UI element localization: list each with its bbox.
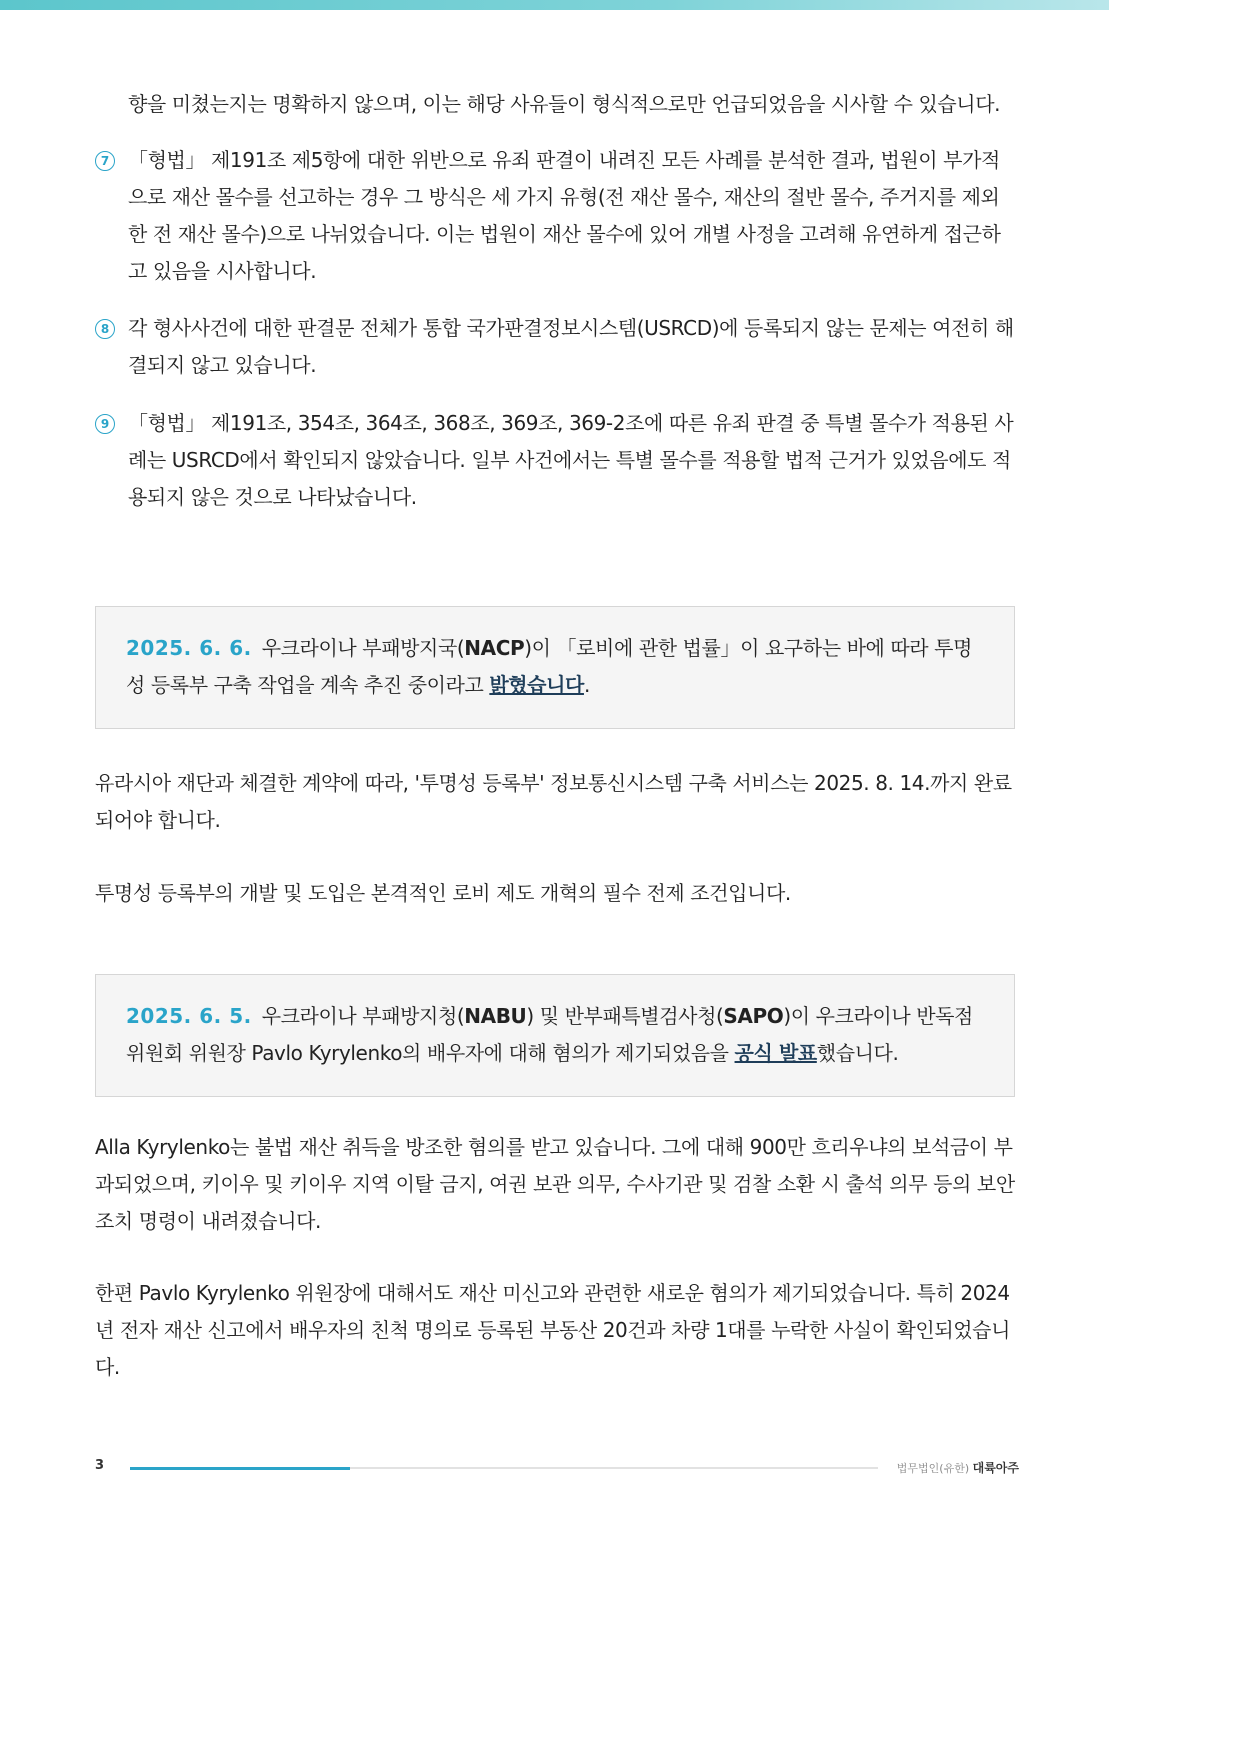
source-link[interactable]: 밝혔습니다 bbox=[489, 673, 584, 697]
list-item-8 bbox=[95, 310, 1015, 384]
news-box-nabu bbox=[95, 974, 1015, 1097]
firm-name-bold: 대륙아주 bbox=[972, 1461, 1019, 1475]
news-text: 우크라이나 부패방지청( bbox=[261, 1004, 465, 1028]
news-date: 2025. 6. 5. bbox=[126, 1004, 252, 1028]
document-body bbox=[95, 86, 1015, 1386]
paragraph: 한편 Pavlo Kyrylenko 위원장에 대해서도 재산 미신고와 관련한 새로운 혐의가 제기되었습니다. 특히 2024년 전자 재산 신고에서 배우자의 친척 명의로 등록된 부동산 20건과 차량 1대를 누락한 사실이 확인되었습니다. bbox=[95, 1281, 1011, 1379]
firm-name bbox=[897, 1459, 1019, 1476]
list-item-text: 각 형사사건에 대한 판결문 전체가 통합 국가판결정보시스템(USRCD)에 등록되지 않는 문제는 여전히 해결되지 않고 있습니다. bbox=[128, 316, 1014, 377]
circled-number-marker: 7 bbox=[95, 151, 115, 171]
paragraph: Alla Kyrylenko는 불법 재산 취득을 방조한 혐의를 받고 있습니다. 그에 대해 900만 흐리우냐의 보석금이 부과되었으며, 키이우 및 키이우 지역 이탈 금지, 여권 보관 의무, 수사기관 및 검찰 소환 시 출석 의무 등의 보안 조치 명령이 내려졌습니다. bbox=[95, 1135, 1015, 1233]
news-text: )이 우크라이나 반독점 위원회 위원장 Pavlo Kyrylenko의 배우자에 대해 혐의가 제기되었음을 bbox=[126, 1004, 973, 1065]
firm-prefix: 법무법인(유한) bbox=[896, 1462, 970, 1475]
news-box-nacp bbox=[95, 606, 1015, 729]
page-footer bbox=[95, 1456, 1019, 1480]
page-number: 3 bbox=[95, 1458, 105, 1473]
list-continuation: 향을 미쳤는지는 명확하지 않으며, 이는 해당 사유들이 형식적으로만 언급되었음을 시사할 수 있습니다. bbox=[128, 92, 1001, 116]
paragraph: 유라시아 재단과 체결한 계약에 따라, '투명성 등록부' 정보통신시스템 구축 서비스는 2025. 8. 14.까지 완료되어야 합니다. bbox=[95, 771, 1012, 832]
list-item-9 bbox=[95, 405, 1015, 516]
paragraph: 투명성 등록부의 개발 및 도입은 본격적인 로비 제도 개혁의 필수 전제 조건입니다. bbox=[95, 881, 791, 905]
agency-abbr: SAPO bbox=[723, 1004, 784, 1028]
news-text: )이 「로비에 관한 법률」이 요구하는 바에 따라 투명성 등록부 구축 작업을 계속 추진 중이라고 bbox=[126, 636, 973, 697]
source-link[interactable]: 공식 발표 bbox=[734, 1041, 817, 1065]
news-text: ) 및 반부패특별검사청( bbox=[526, 1004, 724, 1028]
circled-number-marker: 9 bbox=[95, 414, 115, 434]
circled-number-marker: 8 bbox=[95, 319, 115, 339]
agency-abbr: NABU bbox=[464, 1004, 527, 1028]
list-item-text: 「형법」 제191조, 354조, 364조, 368조, 369조, 369-2조에 따른 유죄 판결 중 특별 몰수가 적용된 사례는 USRCD에서 확인되지 않았습니다. 일부 사건에서는 특별 몰수를 적용할 법적 근거가 있었음에도 적용되지 않은 것으로 나타났습니다. bbox=[128, 411, 1014, 509]
list-item-text: 「형법」 제191조 제5항에 대한 위반으로 유죄 판결이 내려진 모든 사례를 분석한 결과, 법원이 부가적으로 재산 몰수를 선고하는 경우 그 방식은 세 가지 유형(전 재산 몰수, 재산의 절반 몰수, 주거지를 제외한 전 재산 몰수)으로 나뉘었습니다. 이는 법원이 재산 몰수에 있어 개별 사정을 고려해 유연하게 접근하고 있음을 시사합니다. bbox=[128, 148, 1001, 283]
footer-divider-accent bbox=[130, 1467, 350, 1470]
list-item-7 bbox=[95, 142, 1015, 290]
top-accent-bar bbox=[0, 0, 1109, 10]
news-date: 2025. 6. 6. bbox=[126, 636, 252, 660]
agency-abbr: NACP bbox=[464, 636, 525, 660]
news-text: . bbox=[583, 673, 590, 697]
news-text: 했습니다. bbox=[816, 1041, 899, 1065]
news-text: 우크라이나 부패방지국( bbox=[261, 636, 465, 660]
